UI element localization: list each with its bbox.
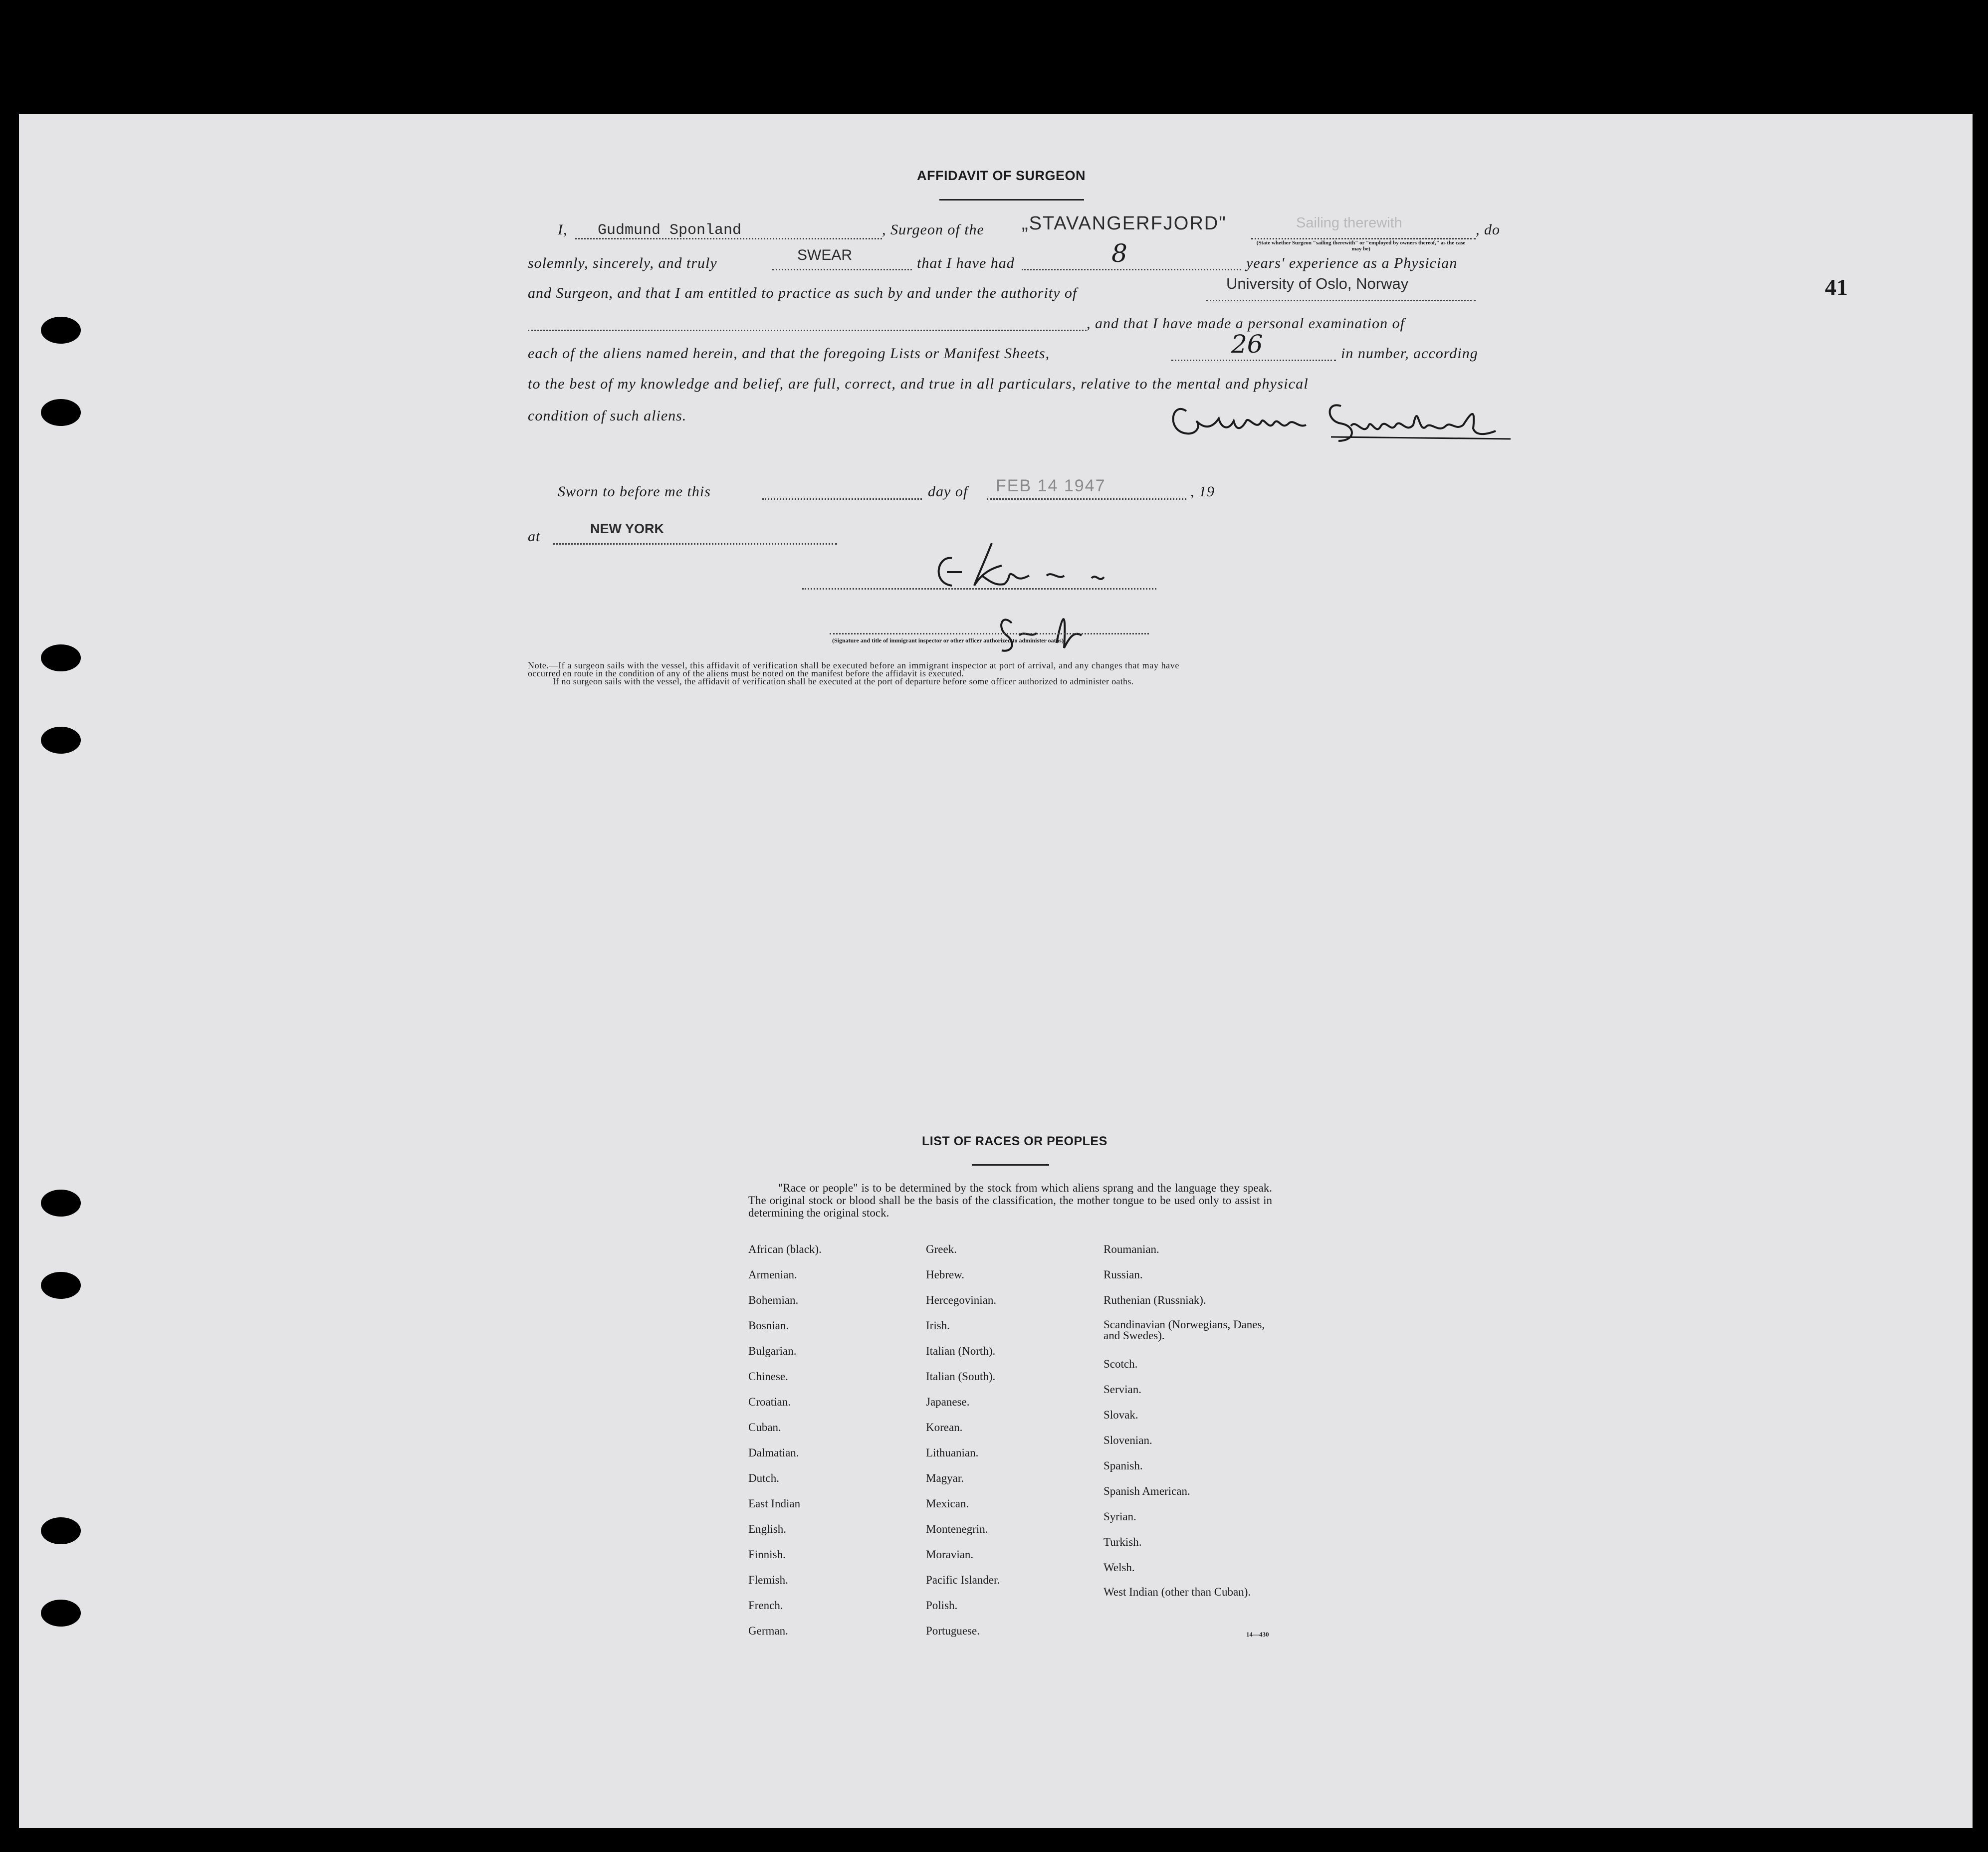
binder-hole xyxy=(41,727,81,754)
race-item: Bulgarian. xyxy=(748,1345,797,1357)
race-item: Spanish American. xyxy=(1104,1485,1190,1497)
line5-prefix: each of the aliens named herein, and that the foregoing Lists or Manifest Sheets, xyxy=(528,345,1050,362)
race-item: West Indian (other than Cuban). xyxy=(1104,1586,1251,1598)
line2-middle: that I have had xyxy=(917,255,1015,271)
race-item: Hercegovinian. xyxy=(926,1294,997,1306)
at-label: at xyxy=(528,528,541,545)
race-item: English. xyxy=(748,1523,787,1535)
race-item: Spanish. xyxy=(1104,1459,1143,1472)
race-item: Flemish. xyxy=(748,1574,788,1586)
sworn-end: , 19 xyxy=(1190,483,1215,500)
race-item: Dalmatian. xyxy=(748,1446,799,1459)
surgeon-name: Gudmund Sponland xyxy=(598,222,742,239)
race-item: Scotch. xyxy=(1104,1358,1138,1370)
sailing-note: (State whether Surgeon "sailing therewith" or "employed by owners thereof," as the case may be) xyxy=(1256,240,1466,252)
officer-signature xyxy=(932,528,1181,655)
line2-end: years' experience as a Physician xyxy=(1246,255,1458,271)
race-item: Chinese. xyxy=(748,1370,788,1383)
note-line-2: occurred en route in the condition of any of the aliens must be noted on the manifest before the affidavit is executed. xyxy=(528,668,964,678)
status-field-line xyxy=(1251,238,1476,239)
at-field-line xyxy=(553,543,837,545)
race-item: Finnish. xyxy=(748,1548,786,1561)
sheets-value: 26 xyxy=(1231,330,1263,359)
authority-continuation-line xyxy=(528,330,1087,331)
line2-prefix: solemnly, sincerely, and truly xyxy=(528,255,717,271)
race-item: Lithuanian. xyxy=(926,1446,979,1459)
line6: to the best of my knowledge and belief, are full, correct, and true in all particulars, relative to the mental and physical xyxy=(528,376,1309,392)
line3-prefix: and Surgeon, and that I am entitled to practice as such by and under the authority of xyxy=(528,285,1078,301)
binder-hole xyxy=(41,1190,81,1217)
binder-hole xyxy=(41,644,81,671)
affidavit-title: AFFIDAVIT OF SURGEON xyxy=(917,168,1086,183)
race-item: Syrian. xyxy=(1104,1510,1136,1523)
sworn-prefix: Sworn to before me this xyxy=(558,483,711,500)
races-column-3 xyxy=(1104,1243,1283,1612)
race-item: Portuguese. xyxy=(926,1625,980,1637)
race-item: Slovak. xyxy=(1104,1409,1138,1421)
race-item: Bosnian. xyxy=(748,1319,789,1332)
binder-hole xyxy=(41,1272,81,1299)
line1-prefix: I, xyxy=(558,221,568,238)
oath-word: SWEAR xyxy=(797,247,853,263)
authority-value: University of Oslo, Norway xyxy=(1226,275,1409,292)
races-title-rule xyxy=(972,1164,1049,1166)
years-value: 8 xyxy=(1111,239,1127,268)
sworn-middle: day of xyxy=(928,483,968,500)
race-item: Japanese. xyxy=(926,1396,970,1408)
races-title: LIST OF RACES OR PEOPLES xyxy=(922,1134,1107,1148)
race-item: Cuban. xyxy=(748,1421,781,1434)
race-item: Polish. xyxy=(926,1599,958,1612)
line1-end: , do xyxy=(1476,221,1500,238)
race-item: Irish. xyxy=(926,1319,950,1332)
race-item: Italian (North). xyxy=(926,1345,996,1357)
binder-hole xyxy=(41,399,81,426)
sworn-day-line xyxy=(762,498,922,500)
note-line-3: If no surgeon sails with the vessel, the affidavit of verification shall be executed at the port of departure before some officer authorized to administer oaths. xyxy=(553,676,1134,686)
race-item: Slovenian. xyxy=(1104,1434,1152,1446)
officer-lower-line xyxy=(830,633,1149,634)
race-item: Greek. xyxy=(926,1243,957,1255)
note-line-1: Note.—If a surgeon sails with the vessel, this affidavit of verification shall be executed before an immigrant inspector at port of arrival, and any changes that may have xyxy=(528,660,1179,670)
race-item: French. xyxy=(748,1599,783,1612)
years-field-line xyxy=(1022,269,1241,270)
oath-field-line xyxy=(772,269,912,270)
binder-hole xyxy=(41,1517,81,1544)
ship-name: „STAVANGERFJORD" xyxy=(1022,213,1227,234)
race-item: Welsh. xyxy=(1104,1561,1135,1574)
surgeon-signature xyxy=(1166,391,1516,453)
race-item: Bohemian. xyxy=(748,1294,799,1306)
race-item: Ruthenian (Russniak). xyxy=(1104,1294,1206,1306)
page-number: 41 xyxy=(1825,274,1848,300)
at-place: NEW YORK xyxy=(590,521,664,536)
race-item: Dutch. xyxy=(748,1472,779,1484)
race-item: Italian (South). xyxy=(926,1370,996,1383)
line7: condition of such aliens. xyxy=(528,408,687,424)
race-item: German. xyxy=(748,1625,788,1637)
line1-middle: , Surgeon of the xyxy=(882,221,984,238)
sworn-date: FEB 14 1947 xyxy=(996,476,1106,495)
race-item: Hebrew. xyxy=(926,1268,965,1281)
officer-caption: (Signature and title of immigrant inspector or other officer authorized to administer oaths) xyxy=(832,637,1064,644)
document-page xyxy=(19,114,1973,1828)
race-item: Roumanian. xyxy=(1104,1243,1159,1255)
race-item: Armenian. xyxy=(748,1268,797,1281)
binder-hole xyxy=(41,317,81,344)
race-item: Montenegrin. xyxy=(926,1523,988,1535)
line4-end: , and that I have made a personal examination of xyxy=(1087,315,1405,332)
binder-hole xyxy=(41,1600,81,1627)
sheets-field-line xyxy=(1171,360,1336,361)
authority-field-line xyxy=(1206,300,1476,301)
title-rule xyxy=(939,199,1084,201)
race-item: Russian. xyxy=(1104,1268,1143,1281)
sworn-date-line xyxy=(987,498,1186,500)
race-item: Scandinavian (Norwegians, Danes, and Swedes). xyxy=(1104,1318,1265,1342)
sailing-status: Sailing therewith xyxy=(1296,215,1402,231)
race-item: Magyar. xyxy=(926,1472,964,1484)
races-intro: "Race or people" is to be determined by the stock from which aliens sprang and the language they speak. The original stock or blood shall be the basis of the classification, the mother tongue to be used only to assist in determining the original stock. xyxy=(748,1182,1272,1219)
race-item: Moravian. xyxy=(926,1548,974,1561)
race-item: Turkish. xyxy=(1104,1536,1142,1548)
race-item: Korean. xyxy=(926,1421,963,1434)
race-item: Mexican. xyxy=(926,1497,969,1510)
race-item: Croatian. xyxy=(748,1396,791,1408)
race-item: Pacific Islander. xyxy=(926,1574,1000,1586)
form-number: 14—430 xyxy=(1246,1631,1269,1638)
races-column-2 xyxy=(926,1243,1101,1650)
race-item: East Indian xyxy=(748,1497,801,1510)
race-item: Servian. xyxy=(1104,1383,1142,1396)
race-item: African (black). xyxy=(748,1243,822,1255)
line5-end: in number, according xyxy=(1341,345,1478,362)
races-column-1 xyxy=(748,1243,923,1650)
